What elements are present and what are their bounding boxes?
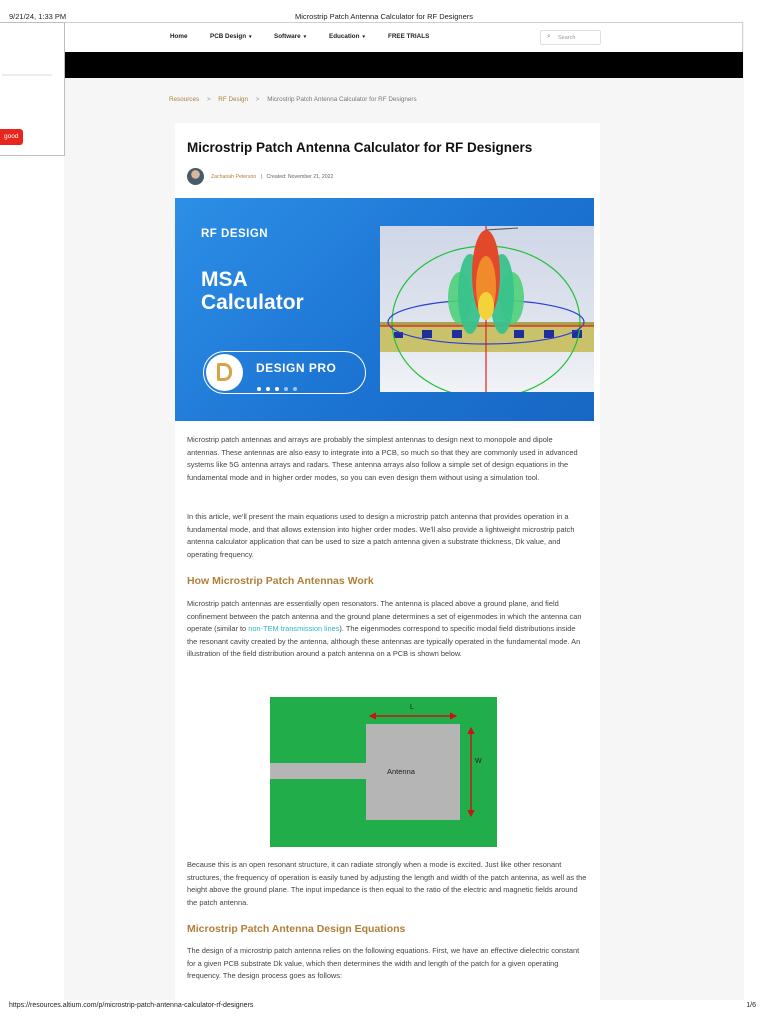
third-paragraph: Microstrip patch antennas are essentially open resonators. The antenna is placed above a ground plane, and field confinement between the patch antenna and the ground plane determines a set of eigenmodes in which the antenna can operate (similar to non-TEM transmission lines). The eigenmodes correspond to specific modal field distributions inside the resonant cavity created by the antenna, although these antennas are typically operated in the fundamental mode. An illustration of the field distribution around a patch antenna on a PCB is shown below. [187, 599, 582, 659]
avatar[interactable] [187, 168, 204, 185]
breadcrumb-separator: > [255, 96, 260, 103]
second-paragraph: In this article, we'll present the main equations used to design a microstrip patch antenna that provides operation in a fundamental mode, and that allows extension into higher order modes. We'll also provide a lightweight microstrip patch antenna calculator application that can be used to size a patch antenna given a substrate thickness, Dk value, and operating frequency. [187, 512, 575, 559]
breadcrumb-current: Microstrip Patch Antenna Calculator for RF Designers [267, 96, 417, 103]
print-title: Microstrip Patch Antenna Calculator for RF Designers [295, 12, 473, 21]
nav-free-trials[interactable]: FREE TRIALS [388, 33, 430, 40]
hero-banner [175, 198, 594, 421]
popup-badge[interactable]: good [0, 129, 23, 145]
breadcrumb-rf-design[interactable]: RF Design [218, 96, 249, 103]
created-date: Created: November 21, 2022 [266, 174, 334, 180]
popup-divider [2, 74, 52, 76]
width-label: W [475, 758, 482, 765]
design-pro-badge [203, 351, 366, 394]
hero-title-line2: Calculator [201, 291, 304, 314]
patch-antenna-figure [270, 697, 497, 847]
section-heading-design-equations: Microstrip Patch Antenna Design Equations [187, 923, 406, 935]
nav-education[interactable]: Education ▾ [329, 33, 365, 40]
chevron-down-icon: ▾ [303, 34, 307, 40]
radiation-pattern-icon [380, 226, 594, 392]
breadcrumb-resources[interactable]: Resources [169, 96, 200, 103]
author-line [211, 174, 333, 180]
author-divider: | [260, 174, 263, 180]
nav-pcb-design[interactable]: PCB Design ▾ [210, 33, 252, 40]
hero-title-line1: MSA [201, 268, 248, 291]
search-input[interactable] [540, 30, 601, 45]
breadcrumb-separator: > [206, 96, 211, 103]
chevron-down-icon: ▾ [249, 34, 252, 40]
print-date: 9/21/24, 1:33 PM [9, 12, 67, 21]
top-navigation [64, 22, 743, 52]
progress-dots [257, 378, 302, 396]
side-popup [0, 22, 65, 156]
design-pro-logo-icon [206, 354, 243, 391]
patch-label: Antenna [387, 767, 415, 776]
header-banner-bar [64, 52, 743, 78]
section-heading-how-it-works: How Microstrip Patch Antennas Work [187, 575, 374, 587]
author-link[interactable]: Zachariah Peterson [211, 174, 257, 180]
fourth-paragraph: Because this is an open resonant structure, it can radiate strongly when a mode is excited. Just like other resonant structures, the frequency of operation is easily tuned by adjusting the length and width of the patch antenna, as well as the height above the ground plane. The input impedance is then equal to the ratio of the electric and magnetic fields around the patch antenna. [187, 860, 587, 907]
dimension-arrows-icon [270, 697, 497, 847]
print-header [0, 10, 768, 22]
print-url: https://resources.altium.com/p/microstrip-patch-antenna-calculator-rf-designers [9, 1002, 254, 1009]
fifth-paragraph: The design of a microstrip patch antenna relies on the following equations. First, we have an effective dielectric constant for a given PCB substrate Dk value, which then determines the width and length of the patch for a given operating frequency. The design process goes as follows: [187, 946, 580, 981]
non-tem-link[interactable]: non-TEM transmission lines [248, 624, 340, 634]
hero-tag: RF DESIGN [201, 228, 269, 240]
page-title: Microstrip Patch Antenna Calculator for RF Designers [187, 140, 533, 155]
chevron-down-icon: ▾ [362, 34, 365, 40]
nav-software[interactable]: Software ▾ [274, 33, 307, 40]
length-label: L [410, 704, 414, 711]
print-page-number: 1/6 [746, 1002, 756, 1009]
hero-title [201, 268, 381, 314]
intro-paragraph: Microstrip patch antennas and arrays are probably the simplest antennas to design next to monopole and dipole antennas. These antennas are also easy to integrate into a PCB, so much so that they are commonly used in advanced systems like 5G antenna arrays and radars. These antenna arrays also follow a simple set of design equations in the fundamental mode and in higher order modes, so you can even design them without using a simulation tool. [187, 435, 578, 482]
search-icon: ⌕ [547, 33, 551, 40]
search-placeholder: Search [558, 35, 576, 41]
nav-home[interactable]: Home [170, 33, 188, 40]
design-pro-label: DESIGN PRO [256, 361, 337, 375]
breadcrumb [169, 96, 417, 103]
radiation-pattern-render [380, 226, 594, 392]
